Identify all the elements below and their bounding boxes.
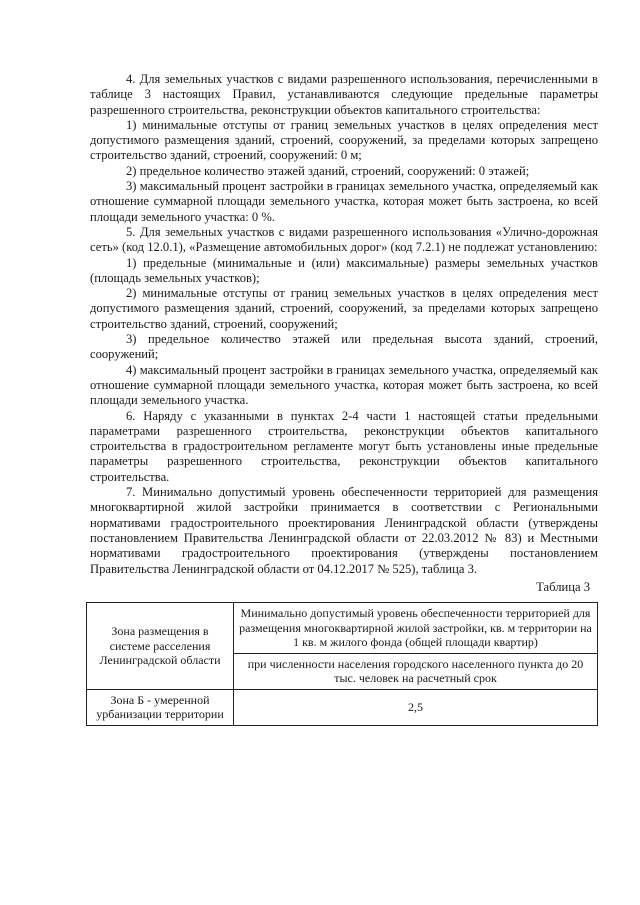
paragraph-5-item-1: 1) предельные (минимальные и (или) максимальные) размеры земельных участков (площадь земельных участков);: [90, 255, 598, 285]
table-cell-value: 2,5: [234, 689, 598, 725]
table-header-zone: Зона размещения в системе расселения Ленинградской области: [87, 603, 234, 690]
document-page: [90, 72, 598, 726]
table-cell-zone: Зона Б - умеренной урбанизации территории: [87, 689, 234, 725]
table-row: [87, 689, 598, 725]
paragraph-5: 5. Для земельных участков с видами разрешенного использования «Улично-дорожная сеть» (код 12.0.1), «Размещение автомобильных дорог» (код 7.2.1) не подлежат установлению:: [90, 224, 598, 255]
paragraph-5-item-2: 2) минимальные отступы от границ земельных участков в целях определения мест допустимого размещения зданий, строений, сооружений, за пределами которых запрещено строительство зданий, строений, сооружений;: [90, 286, 598, 331]
paragraph-4-item-1: 1) минимальные отступы от границ земельных участков в целях определения мест допустимого размещения зданий, строений, сооружений, за пределами которых запрещено строительство зданий, строений, сооружений: 0 м;: [90, 117, 598, 163]
table-header-level: Минимально допустимый уровень обеспеченности территорией для размещения многоквартирной жилой застройки, кв. м территории на 1 кв. м жилого фонда (общей площади квартир): [234, 603, 598, 654]
table-3: [86, 602, 598, 726]
paragraph-4-item-3: 3) максимальный процент застройки в границах земельного участка, определяемый как отношение суммарной площади земельного участка, которая может быть застроена, ко всей площади земельного участка: 0 %.: [90, 179, 598, 224]
paragraph-4-item-2: 2) предельное количество этажей зданий, строений, сооружений: 0 этажей;: [126, 163, 530, 178]
paragraph-4: 4. Для земельных участков с видами разрешенного использования, перечисленными в таблице 3 настоящих Правил, устанавливаются следующие предельные параметры разрешенного строительства, реконструкции объектов капитального строительства:: [90, 72, 598, 117]
table-header-row: [87, 603, 598, 654]
paragraph-5-item-4: 4) максимальный процент застройки в границах земельного участка, определяемый как отношение суммарной площади земельного участка, которая может быть застроена, ко всей площади земельного участка.: [90, 362, 598, 408]
paragraph-6: 6. Наряду с указанными в пунктах 2-4 части 1 настоящей статьи предельными параметрами разрешенного строительства, реконструкции объектов капитального строительства в градостроительном регламенте могут быть установлены иные предельные параметры разрешенного строительства, реконструкции объектов капитального строительства.: [90, 408, 598, 484]
paragraph-7: 7. Минимально допустимый уровень обеспеченности территорией для размещения многоквартирной жилой застройки принимается в соответствии с Региональными нормативами градостроительного проектирования Ленинградской области (утверждены постановлением Правительства Ленинградской области от 22.03.2012 № 83) и Местными нормативами градостроительного проектирования (утверждены постановлением Правительства Ленинградской области от 04.12.2017 № 525), таблица 3.: [90, 485, 598, 576]
table-caption: Таблица 3: [536, 579, 590, 594]
table-subheader-population: при численности населения городского населенного пункта до 20 тыс. человек на расчетный срок: [234, 653, 598, 689]
paragraph-5-item-3: 3) предельное количество этажей или предельная высота зданий, строений, сооружений;: [90, 332, 598, 362]
